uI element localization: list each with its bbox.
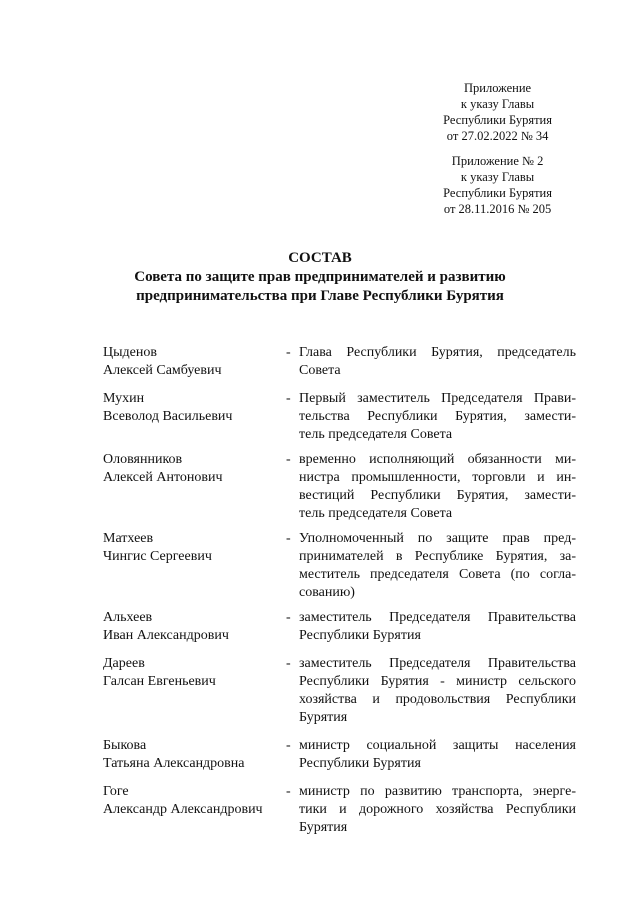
member-role <box>299 530 576 602</box>
member-name <box>103 655 283 691</box>
role-line: хозяйства и продовольствия Республики <box>299 692 576 707</box>
role-line: тель председателя Совета <box>299 506 453 521</box>
member-surname: Цыденов <box>103 345 157 360</box>
role-line: Республики Бурятия <box>299 628 421 643</box>
document-title <box>0 249 640 306</box>
member-dash: - <box>286 391 291 406</box>
appendix-line: к указу Главы <box>460 170 535 184</box>
member-name <box>103 737 283 773</box>
member-dash: - <box>286 784 291 799</box>
member-role <box>299 737 576 773</box>
role-line: нистра промышленности, торговли и ин- <box>299 470 576 485</box>
role-line: Глава Республики Бурятия, председатель <box>299 345 576 360</box>
role-line: Республики Бурятия <box>299 756 421 771</box>
appendix-line: Республики Бурятия <box>443 113 552 127</box>
member-surname: Матхеев <box>103 531 154 546</box>
member-name <box>103 609 283 645</box>
member-given-name: Алексей Самбуевич <box>103 363 222 378</box>
member-role <box>299 390 576 444</box>
member-name <box>103 390 283 426</box>
role-line: Уполномоченный по защите прав пред- <box>299 531 576 546</box>
role-line: заместитель Председателя Правительства <box>299 656 576 671</box>
role-line: тики и дорожного хозяйства Республики <box>299 802 576 817</box>
role-line: вестиций Республики Бурятия, замести- <box>299 488 576 503</box>
role-line: министр социальной защиты населения <box>299 738 576 753</box>
role-line: министр по развитию транспорта, энерге- <box>299 784 576 799</box>
member-role <box>299 344 576 380</box>
member-name <box>103 451 283 487</box>
member-dash: - <box>286 738 291 753</box>
role-line: Совета <box>299 363 341 378</box>
member-dash: - <box>286 531 291 546</box>
role-line: временно исполняющий обязанности ми- <box>299 452 576 467</box>
member-role <box>299 655 576 727</box>
member-given-name: Всеволод Васильевич <box>103 409 233 424</box>
role-line: сованию) <box>299 585 355 600</box>
member-surname: Мухин <box>103 391 145 406</box>
role-line: Первый заместитель Председателя Прави- <box>299 391 576 406</box>
appendix-line: Приложение № 2 <box>451 154 544 168</box>
member-name <box>103 530 283 566</box>
title-heading: СОСТАВ <box>288 250 352 266</box>
member-dash: - <box>286 656 291 671</box>
role-line: заместитель Председателя Правительства <box>299 610 576 625</box>
appendix-line: Республики Бурятия <box>443 186 552 200</box>
member-given-name: Чингис Сергеевич <box>103 549 212 564</box>
member-given-name: Алексей Антонович <box>103 470 223 485</box>
member-dash: - <box>286 610 291 625</box>
role-line: тельства Республики Бурятия, замести- <box>299 409 576 424</box>
member-surname: Быкова <box>103 738 147 753</box>
member-given-name: Александр Александрович <box>103 802 263 817</box>
member-name <box>103 783 283 819</box>
appendix-line: к указу Главы <box>460 97 535 111</box>
appendix-current-decree <box>443 80 552 144</box>
member-role <box>299 783 576 837</box>
title-line: Совета по защите прав предпринимателей и развитию <box>134 269 506 285</box>
member-dash: - <box>286 345 291 360</box>
member-surname: Гоге <box>103 784 129 799</box>
appendix-date-number: от 28.11.2016 № 205 <box>443 202 552 216</box>
appendix-date-number: от 27.02.2022 № 34 <box>446 129 549 143</box>
appendix-previous-decree <box>443 153 552 217</box>
member-given-name: Иван Александрович <box>103 628 229 643</box>
member-role <box>299 451 576 523</box>
role-line: меститель председателя Совета (по согла- <box>299 567 576 582</box>
role-line: тель председателя Совета <box>299 427 453 442</box>
role-line: Бурятия <box>299 820 348 835</box>
role-line: принимателей в Республике Бурятия, за- <box>299 549 576 564</box>
title-line: предпринимательства при Главе Республики Бурятия <box>136 288 504 304</box>
role-line: Республики Бурятия - министр сельского <box>299 674 576 689</box>
member-given-name: Галсан Евгеньевич <box>103 674 216 689</box>
member-name <box>103 344 283 380</box>
role-line: Бурятия <box>299 710 348 725</box>
member-surname: Дареев <box>103 656 145 671</box>
member-surname: Оловянников <box>103 452 183 467</box>
member-given-name: Татьяна Александровна <box>103 756 245 771</box>
member-role <box>299 609 576 645</box>
member-dash: - <box>286 452 291 467</box>
member-surname: Альхеев <box>103 610 153 625</box>
appendix-line: Приложение <box>464 81 532 95</box>
